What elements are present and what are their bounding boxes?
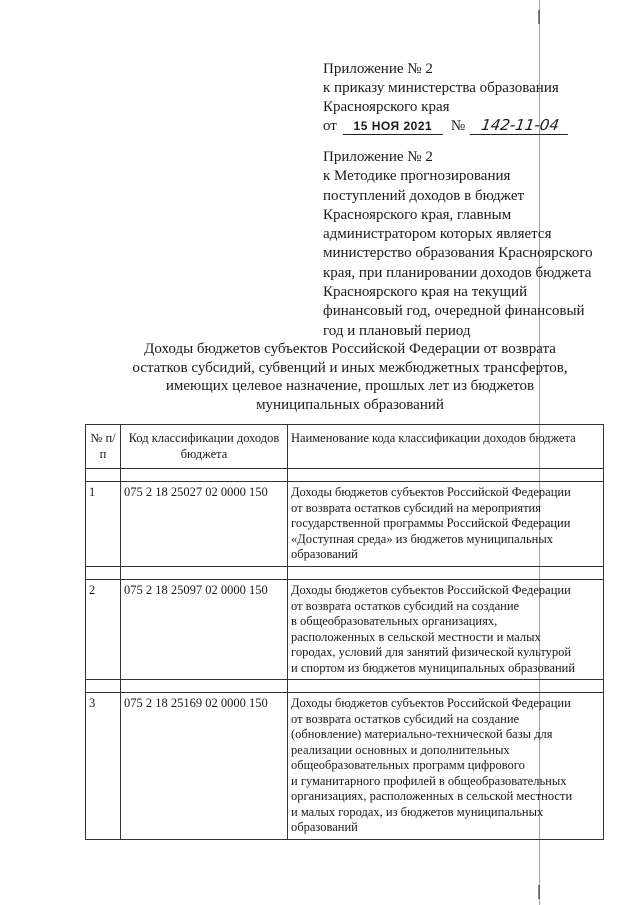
row-name-line: Доходы бюджетов субъектов Российской Федерации — [291, 485, 571, 499]
row-name-line: и спортом из бюджетов муниципальных образований — [291, 660, 576, 675]
row-name-line: (обновление) материально-технической базы для — [291, 727, 553, 741]
row-num: 1 — [86, 482, 121, 567]
scan-artifact-mark — [538, 885, 540, 899]
table-spacer-row — [86, 680, 604, 693]
appendix1-line: Приложение № 2 — [323, 61, 433, 77]
order-date-line — [323, 117, 569, 136]
row-name-line: реализации основных и дополнительных — [291, 742, 510, 757]
row-name-line: и гуманитарного профилей в общеобразовательных — [291, 773, 567, 788]
row-name-line: городах, условий для занятий физической культурой — [291, 645, 572, 659]
title-line: остатков субсидий, субвенций и иных межбюджетных трансфертов, — [132, 359, 568, 376]
row-name — [288, 693, 604, 840]
row-name — [288, 482, 604, 567]
appendix2-line: финансовый год, очередной финансовый — [323, 303, 585, 320]
title-line: Доходы бюджетов субъектов Российской Федерации от возврата — [144, 341, 556, 357]
row-name-line: от возврата остатков субсидий на создание — [291, 711, 520, 726]
row-name-line: государственной программы Российской Федерации — [291, 516, 571, 530]
table-row — [86, 482, 604, 567]
row-num: 2 — [86, 580, 121, 680]
appendix1-line: к приказу министерства образования — [323, 80, 559, 96]
table-spacer-row — [86, 567, 604, 580]
methodology-appendix-header — [323, 148, 613, 341]
row-name — [288, 580, 604, 680]
row-name-line: Доходы бюджетов субъектов Российской Федерации — [291, 583, 571, 597]
budget-codes-table — [85, 424, 604, 840]
table-spacer-row — [86, 469, 604, 482]
row-code: 075 2 18 25097 02 0000 150 — [121, 580, 288, 680]
row-name-line: от возврата остатков субсидий на создание — [291, 598, 520, 613]
row-name-line: расположенных в сельской местности и малых — [291, 629, 541, 644]
appendix2-line: год и плановый период — [323, 322, 471, 339]
header-code: Код классификации доходов бюджета — [121, 425, 288, 469]
appendix2-line: Приложение № 2 — [323, 149, 433, 165]
appendix2-line: Красноярского края на текущий — [323, 284, 528, 301]
row-name-line: и малых городах, из бюджетов муниципальных — [291, 804, 544, 819]
row-code: 075 2 18 25169 02 0000 150 — [121, 693, 288, 840]
appendix2-line: Красноярского края, главным — [323, 206, 512, 223]
order-appendix-header — [323, 60, 569, 136]
row-name-line: Доходы бюджетов субъектов Российской Федерации — [291, 696, 571, 710]
title-line: имеющих целевое назначение, прошлых лет из бюджетов — [165, 378, 535, 395]
appendix1-line: Красноярского края — [323, 99, 450, 115]
table-row — [86, 580, 604, 680]
date-prefix: от — [323, 118, 337, 134]
appendix2-line: края, при планировании доходов бюджета — [323, 264, 592, 281]
appendix2-line: поступлений доходов в бюджет — [323, 187, 525, 204]
header-num: № п/п — [86, 425, 121, 469]
row-name-line: образований — [291, 547, 358, 561]
order-date-stamp: 15 НОЯ 2021 — [343, 118, 443, 135]
row-num: 3 — [86, 693, 121, 840]
row-name-line: «Доступная среда» из бюджетов муниципальных — [291, 531, 554, 546]
order-number-handwritten: 142-11-04 — [470, 117, 571, 135]
row-name-line: организациях, расположенных в сельской местности — [291, 789, 573, 803]
table-header-row — [86, 425, 604, 469]
row-name-line: образований — [291, 820, 358, 834]
appendix2-line: к Методике прогнозирования — [323, 168, 511, 185]
row-name-line: от возврата остатков субсидий на мероприятия — [291, 500, 541, 515]
document-title — [100, 340, 600, 415]
table-row — [86, 693, 604, 840]
scan-artifact-mark — [538, 10, 540, 24]
row-code: 075 2 18 25027 02 0000 150 — [121, 482, 288, 567]
number-sign: № — [450, 118, 466, 134]
row-name-line: в общеобразовательных организациях, — [291, 614, 498, 628]
appendix2-line: администратором которых является — [323, 226, 552, 243]
appendix2-line: министерство образования Красноярского — [323, 245, 593, 262]
row-name-line: общеобразовательных программ цифрового — [291, 758, 525, 772]
title-line: муниципальных образований — [256, 397, 444, 414]
header-name: Наименование кода классификации доходов бюджета — [288, 425, 604, 469]
